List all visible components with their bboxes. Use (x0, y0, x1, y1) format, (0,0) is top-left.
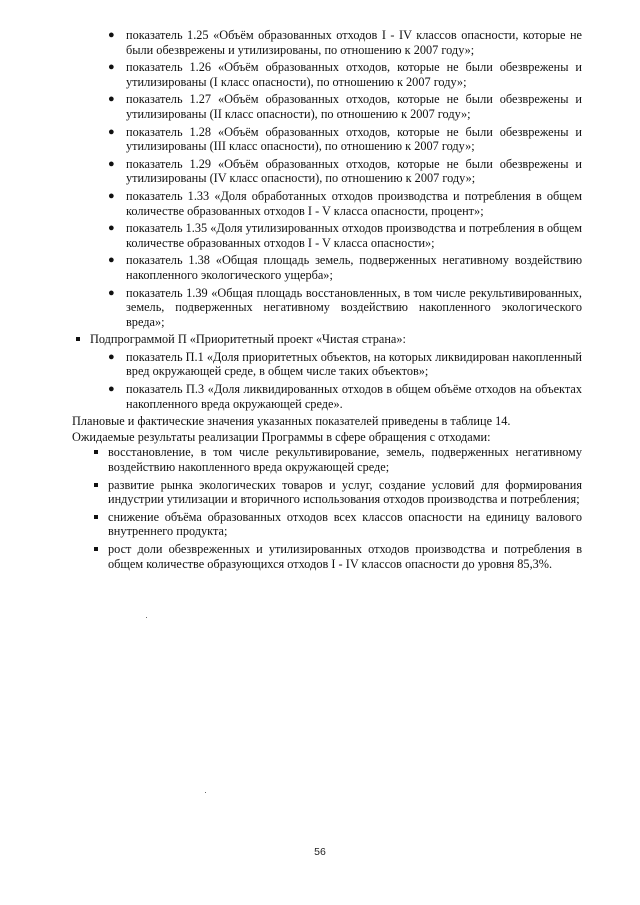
bullet-dot-icon: ● (108, 286, 115, 299)
square-bullet-icon (76, 337, 80, 341)
bullet-dot-icon: ● (108, 93, 115, 106)
indicator-item (72, 382, 582, 411)
indicator-text: показатель 1.38 «Общая площадь земель, подверженных негативному воздействию накопленного экологического ущерба»; (126, 253, 582, 282)
indicator-item (72, 350, 582, 379)
bullet-dot-icon: ● (108, 61, 115, 74)
scan-speck (146, 617, 147, 618)
subprogram-text: Подпрограммой П «Приоритетный проект «Чистая страна»: (90, 332, 406, 347)
indicator-text: показатель П.1 «Доля приоритетных объектов, на которых ликвидирован накопленный вред окружающей среде, в общем числе таких объектов»; (126, 349, 582, 379)
expected-result-text: восстановление, в том числе рекультивирование, земель, подверженных негативному воздействию накопленного вреда окружающей среде; (108, 445, 582, 475)
expected-result-text: рост доли обезвреженных и утилизированных отходов производства и потребления в общем количестве образующихся отходов I - IV классов опасности до уровня 85,3%. (108, 542, 582, 571)
indicator-text: показатель П.3 «Доля ликвидированных отходов в общем объёме отходов на объектах накопленного вреда окружающей среде». (126, 382, 582, 411)
square-bullet-icon (94, 483, 98, 487)
expected-result-item (72, 542, 582, 571)
indicator-text: показатель 1.35 «Доля утилизированных отходов производства и потребления в общем количестве образованных отходов I - V класса опасности»; (126, 221, 582, 250)
indicator-text: показатель 1.25 «Объём образованных отходов I - IV классов опасности, которые не были обезврежены и утилизированы, по отношению к 2007 году»; (126, 28, 582, 57)
bullet-dot-icon: ● (108, 189, 115, 202)
indicator-text: показатель 1.39 «Общая площадь восстановленных, в том числе рекультивированных, земель, подверженных негативному воздействию накопленного экологического вреда»; (126, 285, 582, 329)
bullet-dot-icon: ● (108, 125, 115, 138)
indicator-item (72, 189, 582, 218)
scan-speck (205, 792, 206, 793)
subprogram-item (72, 332, 582, 347)
indicator-item (72, 60, 582, 89)
expected-results-intro: Ожидаемые результаты реализации Программы в сфере обращения с отходами: (72, 429, 491, 444)
page-number: 56 (314, 846, 326, 858)
bullet-dot-icon: ● (108, 29, 115, 41)
indicator-text: показатель 1.33 «Доля обработанных отходов производства и потребления в общем количестве образованных отходов I - V класса опасности, процент»; (126, 188, 582, 218)
bullet-dot-icon: ● (108, 254, 115, 267)
expected-result-item (72, 510, 582, 539)
indicator-text: показатель 1.29 «Объём образованных отходов, которые не были обезврежены и утилизированы (IV класс опасности), по отношению к 2007 году»; (126, 156, 582, 186)
square-bullet-icon (94, 450, 98, 454)
indicator-item (72, 28, 582, 57)
document-body (72, 28, 582, 574)
expected-result-item (72, 445, 582, 474)
indicator-item (72, 221, 582, 250)
indicator-item (72, 253, 582, 282)
indicator-text: показатель 1.28 «Объём образованных отходов, которые не были обезврежены и утилизированы (III класс опасности), по отношению к 2007 году»; (126, 124, 582, 154)
bullet-dot-icon: ● (108, 222, 115, 235)
indicator-item (72, 286, 582, 330)
bullet-dot-icon: ● (108, 350, 115, 363)
indicator-item (72, 92, 582, 121)
expected-result-item (72, 478, 582, 507)
indicator-item (72, 157, 582, 186)
indicator-text: показатель 1.27 «Объём образованных отходов, которые не были обезврежены и утилизированы (II класс опасности), по отношению к 2007 году»; (126, 92, 582, 121)
expected-result-text: снижение объёма образованных отходов всех классов опасности на единицу валового внутреннего продукта; (108, 509, 582, 539)
indicator-text: показатель 1.26 «Объём образованных отходов, которые не были обезврежены и утилизированы (I класс опасности), по отношению к 2007 году»; (126, 60, 582, 89)
indicator-item (72, 125, 582, 154)
bullet-dot-icon: ● (108, 383, 115, 396)
table-reference: Плановые и фактические значения указанных показателей приведены в таблице 14. (72, 414, 511, 429)
bullet-dot-icon: ● (108, 157, 115, 170)
square-bullet-icon (94, 515, 98, 519)
expected-result-text: развитие рынка экологических товаров и услуг, создание условий для формирования индустрии утилизации и вторичного использования отходов производства и потребления; (108, 477, 582, 507)
square-bullet-icon (94, 547, 98, 551)
